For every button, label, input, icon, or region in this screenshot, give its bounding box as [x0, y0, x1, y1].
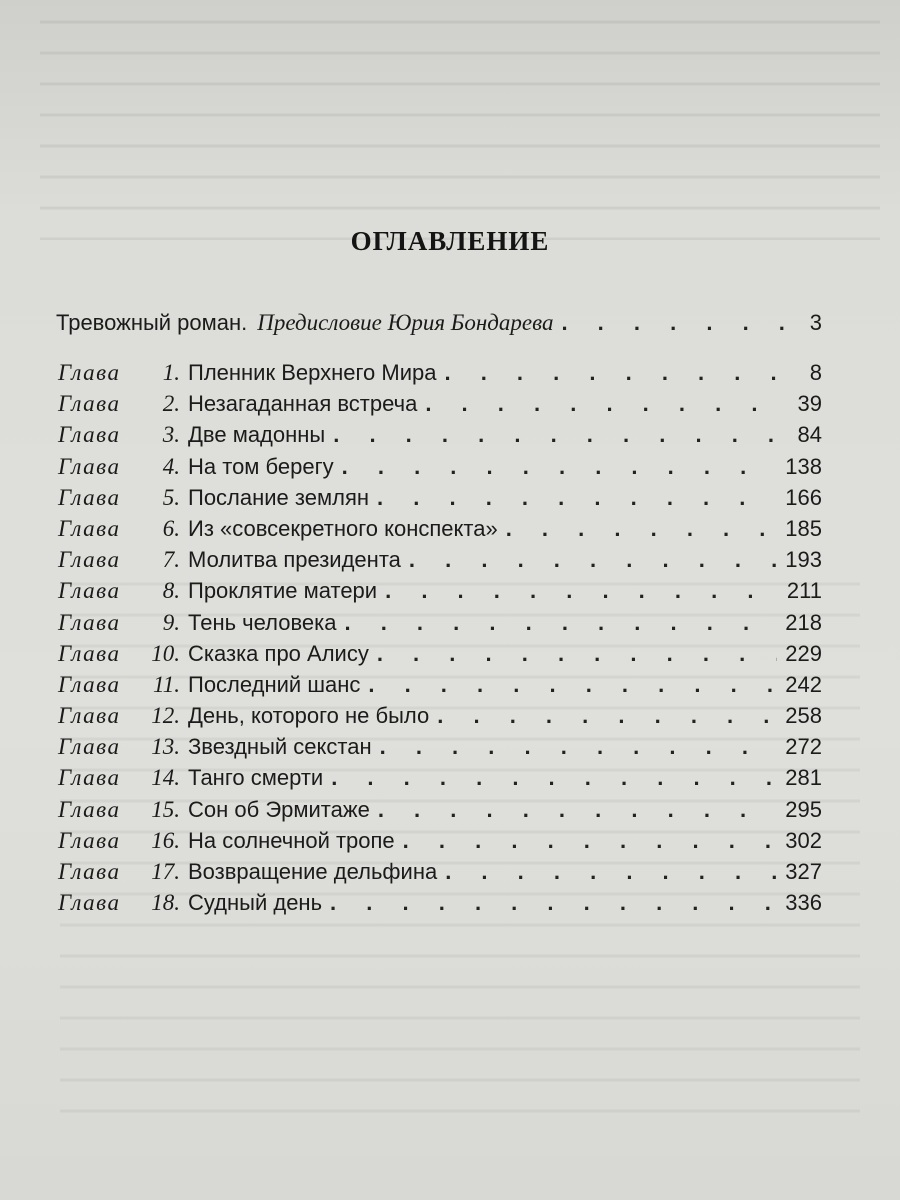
chapter-title: Сон об Эрмитаже [188, 796, 370, 822]
chapter-title: На солнечной тропе [188, 827, 395, 853]
chapter-title: День, которого не было [188, 703, 430, 729]
toc-chapter-entry [58, 547, 822, 578]
toc-chapter-entry [58, 672, 822, 703]
chapter-title: На том берегу [188, 453, 334, 479]
chapter-title: Две мадонны [188, 422, 326, 448]
leader-dots [409, 547, 777, 573]
chapter-page-number: 193 [785, 547, 822, 573]
chapter-title: Пленник Верхнего Мира [188, 360, 437, 385]
chapter-number: 1. [162, 360, 180, 385]
leader-dots [331, 765, 777, 791]
chapter-number: 3. [162, 422, 180, 448]
toc-chapter-entry [58, 578, 822, 609]
leader-dots [403, 828, 778, 854]
toc-chapter-entry [58, 797, 822, 828]
chapter-title: Танго смерти [188, 765, 324, 791]
chapter-word: Глава [58, 765, 121, 791]
leader-dots [444, 360, 780, 386]
chapter-page-number: 272 [785, 734, 822, 760]
chapter-title: Послание землян [188, 484, 370, 510]
leader-dots [333, 422, 780, 448]
chapter-word: Глава [58, 515, 121, 541]
leader-dots [445, 859, 777, 885]
leader-dots [378, 797, 777, 823]
chapter-page-number: 295 [785, 796, 822, 822]
chapter-word: Глава [58, 547, 121, 573]
chapter-word: Глава [58, 703, 121, 729]
chapter-page-number: 242 [785, 671, 822, 697]
chapter-page-number: 185 [785, 515, 822, 541]
table-of-contents [58, 360, 822, 921]
toc-chapter-entry [58, 890, 822, 921]
preface-title: Тревожный роман. [56, 310, 248, 335]
toc-chapter-entry [58, 360, 822, 391]
chapter-page-number: 327 [785, 859, 822, 884]
chapter-word: Глава [58, 796, 121, 822]
chapter-title: Молитва президента [188, 547, 401, 573]
chapter-number: 17. [151, 859, 180, 884]
chapter-title: Проклятие матери [188, 578, 378, 604]
chapter-word: Глава [58, 890, 121, 916]
chapter-number: 8. [162, 578, 180, 604]
chapter-number: 2. [162, 391, 180, 417]
chapter-title: Судный день [188, 890, 323, 916]
toc-chapter-entry [58, 703, 822, 734]
chapter-title: Последний шанс [188, 671, 361, 697]
chapter-number: 18. [151, 890, 180, 916]
chapter-title: Возвращение дельфина [188, 859, 438, 884]
toc-chapter-entry [58, 485, 822, 516]
leader-dots [506, 516, 778, 542]
leader-dots [342, 454, 778, 480]
toc-chapter-entry [58, 422, 822, 453]
chapter-number: 9. [162, 609, 180, 635]
chapter-number: 14. [151, 765, 180, 791]
chapter-word: Глава [58, 859, 121, 884]
toc-heading: ОГЛАВЛЕНИЕ [350, 226, 550, 256]
chapter-number: 4. [162, 453, 180, 479]
show-through-text-top [40, 0, 880, 240]
toc-chapter-entry [58, 765, 822, 796]
chapter-title: Незагаданная встреча [188, 391, 418, 417]
chapter-page-number: 302 [785, 827, 822, 853]
chapter-page-number: 281 [785, 765, 822, 791]
chapter-number: 15. [151, 796, 180, 822]
chapter-page-number: 39 [797, 391, 822, 417]
chapter-page-number: 211 [786, 578, 822, 604]
toc-chapter-entry [58, 454, 822, 485]
leader-dots [344, 610, 777, 636]
chapter-page-number: 8 [809, 360, 822, 385]
chapter-number: 11. [152, 671, 180, 697]
chapter-page-number: 166 [785, 484, 822, 510]
toc-chapter-entry [58, 828, 822, 859]
leader-dots [385, 578, 779, 604]
chapter-title: Из «совсекретного конспекта» [188, 515, 498, 541]
toc-chapter-entry [58, 734, 822, 765]
toc-chapter-entry [58, 516, 822, 547]
chapter-page-number: 218 [785, 609, 822, 635]
toc-chapter-entry [58, 391, 822, 422]
chapter-word: Глава [58, 609, 121, 635]
chapter-word: Глава [58, 671, 121, 697]
chapter-number: 7. [162, 547, 180, 573]
chapter-word: Глава [58, 578, 121, 604]
leader-dots [368, 672, 777, 698]
chapter-page-number: 84 [797, 422, 822, 448]
chapter-page-number: 229 [785, 640, 822, 666]
leader-dots [561, 310, 801, 336]
leader-dots [380, 734, 778, 760]
toc-chapter-entry [58, 641, 822, 672]
chapter-number: 5. [162, 484, 180, 510]
leader-dots [377, 641, 777, 667]
preface-subtitle: Предисловие Юрия Бондарева [257, 310, 554, 335]
chapter-page-number: 138 [785, 453, 822, 479]
chapter-number: 13. [151, 734, 180, 760]
chapter-word: Глава [58, 453, 121, 479]
toc-preface-entry [56, 310, 822, 340]
chapter-word: Глава [58, 734, 121, 760]
chapter-word: Глава [58, 640, 121, 666]
toc-chapter-entry [58, 859, 822, 890]
chapter-word: Глава [58, 827, 121, 853]
toc-chapter-entry [58, 610, 822, 641]
chapter-page-number: 258 [785, 703, 822, 729]
chapter-number: 16. [151, 827, 180, 853]
chapter-page-number: 336 [785, 890, 822, 916]
chapter-number: 6. [162, 515, 180, 541]
leader-dots [425, 391, 780, 417]
leader-dots [330, 890, 777, 916]
chapter-word: Глава [58, 422, 121, 448]
leader-dots [377, 485, 777, 511]
preface-page-number: 3 [809, 310, 822, 335]
leader-dots [437, 703, 777, 729]
chapter-title: Тень человека [188, 609, 337, 635]
chapter-word: Глава [58, 360, 121, 385]
chapter-word: Глава [58, 391, 121, 417]
chapter-number: 10. [151, 640, 180, 666]
chapter-number: 12. [151, 703, 180, 729]
chapter-title: Сказка про Алису [188, 640, 369, 666]
chapter-word: Глава [58, 484, 121, 510]
chapter-title: Звездный секстан [188, 734, 372, 760]
